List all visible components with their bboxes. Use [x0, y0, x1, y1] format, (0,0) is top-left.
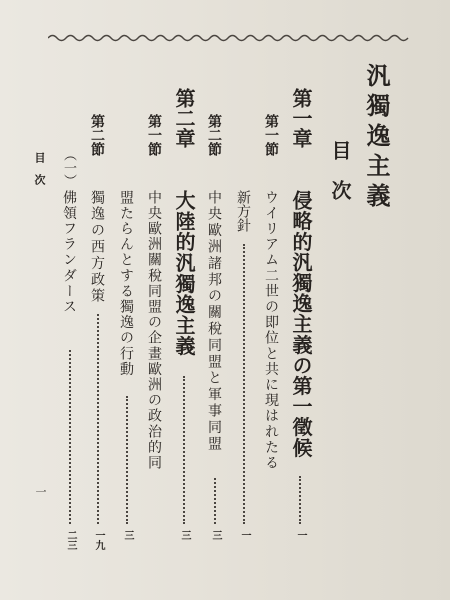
- chapter2-title: 大陸的汎獨逸主義: [172, 190, 196, 357]
- ch2-sec1-label: 第一節: [146, 114, 162, 156]
- folio: 一: [34, 486, 47, 497]
- ch2-sec2-item-page: 二三: [65, 530, 76, 550]
- ch1-sec2-title: 中央歐洲諸邦の關稅同盟と軍事同盟: [206, 190, 222, 453]
- ch1-sec1-page: 一: [239, 530, 250, 540]
- chapter1-leader: [299, 476, 301, 524]
- toc-heading: 目 次: [328, 140, 352, 200]
- running-header: 目 次: [33, 152, 46, 185]
- ch1-sec2-page: 三: [210, 530, 221, 540]
- ch2-sec2-title: 獨逸の西方政策: [89, 190, 105, 305]
- chapter1-label: 第一章: [289, 88, 313, 148]
- book-title: 汎獨逸主義: [362, 63, 391, 213]
- chapter2-label: 第二章: [172, 88, 196, 148]
- ch2-sec2-item-number: （一）: [61, 148, 76, 187]
- ch2-sec2-label: 第二節: [89, 114, 105, 156]
- ch2-sec2-page: 一九: [93, 530, 104, 550]
- ch1-sec2-label: 第二節: [206, 114, 222, 156]
- ch2-sec1-title-line1: 中央歐洲關稅同盟の企畫歐洲の政治的同: [146, 190, 162, 471]
- ch2-sec2-item-title: 佛領フランダース: [61, 190, 77, 315]
- chapter1-page: 一: [295, 530, 306, 540]
- ch1-sec2-leader: [214, 478, 216, 524]
- chapter1-title: 侵略的汎獨逸主義の第一徵候: [289, 190, 313, 458]
- ch2-sec1-title-line2: 盟たらんとする獨逸の行動: [118, 190, 134, 378]
- ch1-sec1-title-line1: ウイリアム二世の即位と共に現はれたる: [263, 190, 279, 471]
- ch2-sec1-leader: [126, 396, 128, 524]
- chapter2-page: 三: [179, 530, 190, 540]
- ch2-sec2-leader: [97, 314, 99, 524]
- ch2-sec1-page: 三: [122, 530, 133, 540]
- ch1-sec1-label: 第一節: [263, 114, 279, 156]
- ch1-sec1-title-line2: 新方針: [235, 190, 251, 232]
- wavy-rule: [48, 33, 410, 43]
- chapter2-leader: [183, 376, 185, 524]
- ch1-sec1-leader: [243, 244, 245, 524]
- ch2-sec2-item-leader: [69, 350, 71, 524]
